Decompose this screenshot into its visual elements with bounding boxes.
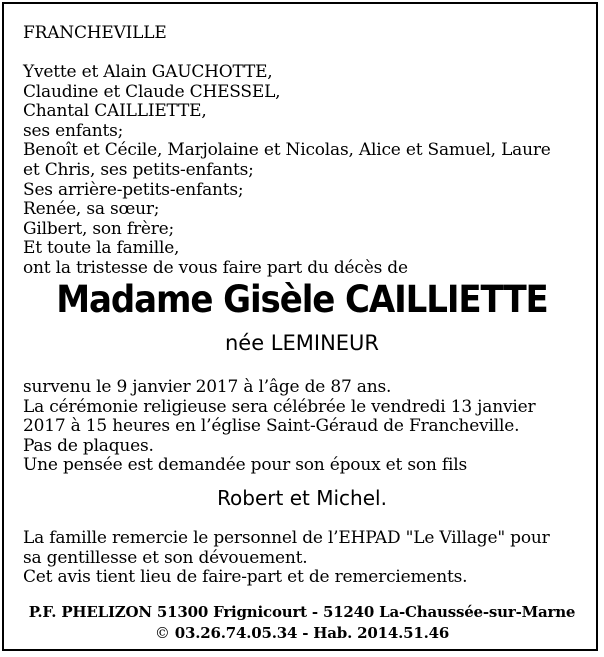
- family-line: ses enfants;: [23, 120, 124, 141]
- maiden-name: née LEMINEUR: [224, 331, 380, 355]
- funeral-home-footer: [4, 602, 600, 644]
- family-line: Gilbert, son frère;: [23, 218, 175, 239]
- details-paragraph: [23, 378, 535, 476]
- remembered-names: Robert et Michel.: [217, 486, 387, 510]
- town-heading: FRANCHEVILLE: [23, 23, 167, 43]
- family-line: Renée, sa sœur;: [23, 199, 160, 220]
- details-line: survenu le 9 janvier 2017 à l’âge de 87 ans.: [23, 377, 392, 397]
- family-line: Benoît et Cécile, Marjolaine et Nicolas, Alice et Samuel, Laure: [23, 140, 551, 161]
- family-line: Claudine et Claude CHESSEL,: [23, 81, 281, 102]
- details-line: Pas de plaques.: [23, 435, 154, 456]
- thanks-line: sa gentillesse et son dévouement.: [23, 547, 308, 568]
- contact-line: [4, 623, 600, 644]
- details-line: 2017 à 15 heures en l’église Saint-Géraud de Francheville.: [23, 416, 520, 437]
- deceased-name: Madame Gisèle CAILLIETTE: [56, 278, 548, 321]
- details-line: La cérémonie religieuse sera célébrée le vendredi 13 janvier: [23, 396, 536, 417]
- thanks-line: La famille remercie le personnel de l’EHPAD "Le Village" pour: [23, 528, 550, 548]
- family-line: Et toute la famille,: [23, 238, 180, 259]
- copyright-icon: ©: [154, 624, 170, 642]
- family-list: [23, 63, 551, 279]
- details-line: Une pensée est demandée pour son époux et son fils: [23, 455, 467, 476]
- funeral-home-address: P.F. PHELIZON 51300 Frignicourt - 51240 La-Chaussée-sur-Marne: [28, 603, 576, 621]
- thanks-paragraph: [23, 529, 550, 588]
- announcement-line: ont la tristesse de vous faire part du décès de: [23, 257, 408, 278]
- family-line: et Chris, ses petits-enfants;: [23, 159, 254, 180]
- obituary-notice: [2, 2, 598, 651]
- thanks-line: Cet avis tient lieu de faire-part et de remerciements.: [23, 567, 468, 588]
- family-line: Yvette et Alain GAUCHOTTE,: [23, 62, 273, 82]
- phone-number: 03.26.74.05.34 - Hab. 2014.51.46: [174, 624, 450, 642]
- family-line: Chantal CAILLIETTE,: [23, 101, 207, 122]
- family-line: Ses arrière-petits-enfants;: [23, 179, 244, 200]
